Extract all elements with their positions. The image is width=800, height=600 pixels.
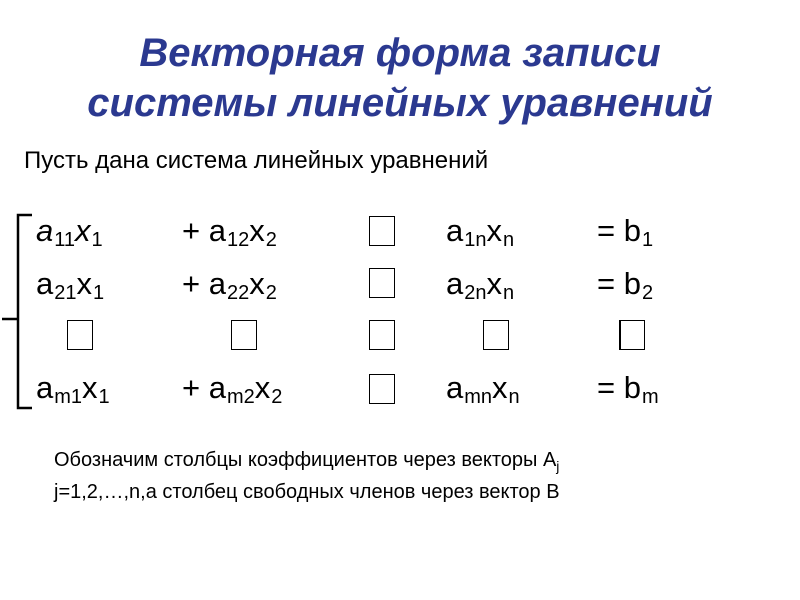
eq-m-term-amnxn: $a_{mn}x_n$ bbox=[446, 370, 520, 408]
eq-m-term-am2x2: + $a_{m2}x_2$ bbox=[182, 370, 283, 408]
eq1-term-a11x1: $a_{11}x_1$ bbox=[36, 213, 103, 251]
ellipsis-placeholder-icon bbox=[369, 320, 395, 350]
ellipsis-placeholder-icon bbox=[369, 268, 395, 298]
ellipsis-placeholder-icon bbox=[231, 320, 257, 350]
title-line-2: системы линейных уравнений bbox=[87, 81, 713, 125]
eq2-term-a2nxn: $a_{2n}x_n$ bbox=[446, 266, 515, 304]
vector-notation-text bbox=[54, 447, 560, 505]
ellipsis-placeholder-icon bbox=[483, 320, 509, 350]
ellipsis-placeholder-icon bbox=[619, 320, 645, 350]
eq1-rhs-b1: = $b_1$ bbox=[597, 213, 654, 251]
eq2-term-a22x2: + $a_{22}x_2$ bbox=[182, 266, 277, 304]
note-line-2: j=1,2,…,n,а столбец свободных членов через вектор В bbox=[54, 481, 560, 503]
eq-m-rhs-bm: = $b_m$ bbox=[597, 370, 659, 408]
ellipsis-placeholder-icon bbox=[369, 374, 395, 404]
intro-text: Пусть дана система линейных уравнений bbox=[24, 147, 489, 174]
note-line-1: Обозначим столбцы коэффициентов через векторы $A_j$ bbox=[54, 449, 560, 474]
title-line-1: Векторная форма записи bbox=[139, 31, 661, 75]
eq2-rhs-b2: = $b_2$ bbox=[597, 266, 654, 304]
eq2-term-a21x1: $a_{21}x_1$ bbox=[36, 266, 105, 304]
ellipsis-placeholder-icon bbox=[369, 216, 395, 246]
ellipsis-placeholder-icon bbox=[67, 320, 93, 350]
eq1-term-a12x2: + $a_{12}x_2$ bbox=[182, 213, 277, 251]
eq1-term-a1nxn: $a_{1n}x_n$ bbox=[446, 213, 515, 251]
eq-m-term-am1x1: $a_{m1}x_1$ bbox=[36, 370, 110, 408]
